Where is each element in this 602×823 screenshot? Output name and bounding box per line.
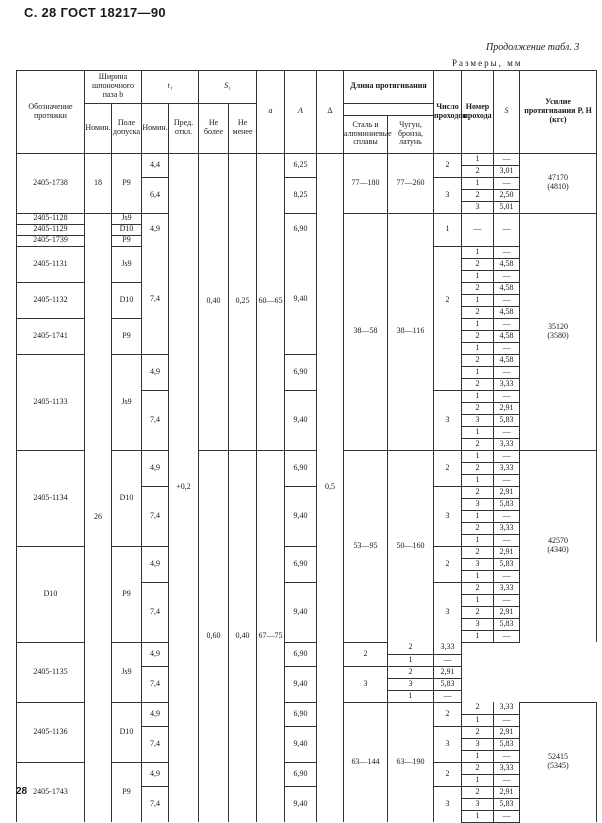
t1-nom-cell: 6,4: [142, 177, 169, 213]
pass-number-cell: 3: [462, 798, 494, 810]
S-cell: 5,83: [494, 414, 520, 426]
A-cell: 6,90: [285, 546, 317, 582]
b-nom-cell: 26: [85, 213, 112, 822]
b-nom-cell: 18: [85, 153, 112, 213]
passes-cell: 3: [434, 582, 462, 642]
designation-cell: 2405-1741: [17, 318, 85, 354]
S-cell: —: [494, 774, 520, 786]
pass-number-cell: 2: [462, 306, 494, 318]
S-cell: 5,83: [494, 738, 520, 750]
a-cell: 67—75: [257, 450, 285, 822]
dimensions-caption: Размеры, мм: [452, 58, 523, 69]
A-cell: 9,40: [285, 726, 317, 762]
A-cell: 6,25: [285, 153, 317, 177]
S-cell: 3,33: [494, 582, 520, 594]
header-s1-max: Не более: [199, 103, 229, 153]
S-cell: 5,83: [494, 618, 520, 630]
S-cell: —: [494, 366, 520, 378]
t1-nom-cell: 4,9: [142, 354, 169, 390]
pass-number-cell: 1: [462, 450, 494, 462]
pass-number-cell: 3: [388, 678, 434, 690]
passes-cell: 2: [434, 702, 462, 726]
passes-cell: 1: [434, 213, 462, 246]
designation-cell: 2405-1133: [17, 354, 85, 450]
S-cell: 4,58: [494, 258, 520, 270]
length-iron-cell: 50—160: [388, 450, 434, 642]
S-cell: —: [494, 177, 520, 189]
t1-nom-cell: 7,4: [142, 246, 169, 354]
S-cell: —: [494, 714, 520, 726]
broach-dimensions-table: [16, 57, 597, 823]
S-cell: 3,33: [494, 438, 520, 450]
t1-nom-cell: 4,4: [142, 153, 169, 177]
t1-nom-cell: 7,4: [142, 582, 169, 642]
S-cell: —: [494, 213, 520, 246]
continuation-note: Продолжение табл. 3: [486, 42, 580, 53]
S-cell: 2,91: [494, 786, 520, 798]
passes-cell: 2: [344, 642, 388, 666]
pass-number-cell: 1: [462, 270, 494, 282]
pass-number-cell: 2: [462, 354, 494, 366]
S-cell: —: [494, 630, 520, 642]
A-cell: 6,90: [285, 762, 317, 786]
designation-cell: 2405-1739: [17, 235, 85, 246]
force-cell: [520, 153, 597, 213]
S-cell: 2,91: [434, 666, 462, 678]
pass-number-cell: 1: [388, 690, 434, 702]
page-header: С. 28 ГОСТ 18217—90: [24, 5, 166, 20]
S-cell: —: [494, 153, 520, 165]
S-cell: —: [494, 426, 520, 438]
S-cell: 4,58: [494, 282, 520, 294]
pass-number-cell: 2: [462, 282, 494, 294]
force-kgf-value: (4810): [547, 182, 569, 191]
page-number: 28: [16, 786, 28, 797]
pass-number-cell: 2: [388, 642, 434, 654]
pass-number-cell: 2: [462, 258, 494, 270]
header-length-iron: Чугун, бронза, латунь: [388, 115, 434, 153]
S-cell: 4,58: [494, 330, 520, 342]
pass-number-cell: 1: [462, 534, 494, 546]
tol-cell: P9: [112, 762, 142, 822]
t1-dev-cell: +0,2: [169, 153, 199, 822]
tol-cell: Js9: [112, 246, 142, 282]
header-length-spacer: [344, 103, 434, 115]
S-cell: 5,83: [434, 678, 462, 690]
S-cell: 3,01: [494, 165, 520, 177]
A-cell: 9,40: [285, 786, 317, 822]
pass-number-cell: 2: [462, 606, 494, 618]
header-a: a: [257, 70, 285, 153]
pass-number-cell: 1: [388, 654, 434, 666]
header-designation: Обозначение протяжки: [17, 70, 85, 153]
pass-number-cell: 3: [462, 738, 494, 750]
tol-cell: D10: [112, 224, 142, 235]
passes-cell: 3: [434, 726, 462, 762]
S-cell: —: [494, 534, 520, 546]
designation-cell: 2405-1134: [17, 450, 85, 546]
s1-max-cell: 0,40: [199, 153, 229, 450]
S-cell: 2,91: [494, 486, 520, 498]
header-length: Длина протягивания: [344, 70, 434, 103]
force-value: 47170: [548, 173, 569, 183]
A-cell: 8,25: [285, 177, 317, 213]
header-b-tol: Поле допуска: [112, 103, 142, 153]
pass-number-cell: —: [462, 213, 494, 246]
tol-cell: D10: [112, 450, 142, 546]
S-cell: —: [494, 474, 520, 486]
S-cell: —: [494, 270, 520, 282]
header-length-steel: Сталь и алюминиевые сплавы: [344, 115, 388, 153]
designation-cell: 2405-1129: [17, 224, 85, 235]
length-steel-cell: 38—58: [344, 213, 388, 450]
S-cell: 3,33: [494, 702, 520, 714]
force-cell: [520, 702, 597, 822]
pass-number-cell: 2: [462, 726, 494, 738]
S-cell: —: [494, 510, 520, 522]
header-b-nom: Номин.: [85, 103, 112, 153]
designation-cell: 2405-1128: [17, 213, 85, 224]
tol-cell: Js9: [112, 354, 142, 450]
S-cell: —: [434, 690, 462, 702]
pass-number-cell: 2: [462, 330, 494, 342]
pass-number-cell: 2: [462, 546, 494, 558]
designation-cell: 2405-1132: [17, 282, 85, 318]
s1-min-cell: 0,40: [229, 450, 257, 822]
force-cell: [520, 213, 597, 450]
t1-nom-cell: 4,9: [142, 450, 169, 486]
header-keyway-width: Ширина шпоночного паза b: [85, 70, 142, 103]
force-cell: [520, 450, 597, 642]
S-cell: —: [494, 342, 520, 354]
length-steel-cell: 63—144: [344, 702, 388, 822]
force-kgf-value: (4340): [547, 545, 569, 555]
length-iron-cell: 77—260: [388, 153, 434, 213]
t1-nom-cell: 4,9: [142, 213, 169, 246]
force-kgf-value: (5345): [547, 761, 569, 771]
header-A: A: [285, 70, 317, 153]
delta-cell: 0,5: [317, 153, 344, 822]
t1-nom-cell: 7,4: [142, 786, 169, 822]
A-cell: 9,40: [285, 582, 317, 642]
pass-number-cell: 1: [462, 810, 494, 822]
header-force: Усилие протягивания P, H (кгс): [520, 70, 597, 153]
S-cell: 4,58: [494, 354, 520, 366]
S-cell: —: [494, 390, 520, 402]
header-t1: t₁: [142, 70, 199, 103]
header-t1-dev: Пред. откл.: [169, 103, 199, 153]
S-cell: 2,50: [494, 189, 520, 201]
pass-number-cell: 1: [462, 594, 494, 606]
S-cell: 3,33: [494, 462, 520, 474]
designation-cell: 2405-1131: [17, 246, 85, 282]
pass-number-cell: 1: [462, 342, 494, 354]
A-cell: 6,90: [285, 354, 317, 390]
passes-cell: 3: [434, 786, 462, 822]
header-S: S: [494, 70, 520, 153]
passes-cell: 2: [434, 450, 462, 486]
designation-cell: 2405-1743: [17, 762, 85, 822]
pass-number-cell: 1: [462, 246, 494, 258]
length-steel-cell: 77—180: [344, 153, 388, 213]
pass-number-cell: 2: [462, 462, 494, 474]
A-cell: 9,40: [285, 486, 317, 546]
pass-number-cell: 3: [462, 414, 494, 426]
S-cell: 2,91: [494, 546, 520, 558]
tol-cell: P9: [112, 153, 142, 213]
pass-number-cell: 1: [462, 390, 494, 402]
t1-nom-cell: 7,4: [142, 486, 169, 546]
header-s1: S₁: [199, 70, 257, 103]
pass-number-cell: 1: [462, 153, 494, 165]
S-cell: 3,33: [494, 378, 520, 390]
header-t1-nom: Номин.: [142, 103, 169, 153]
A-cell: 6,90: [285, 450, 317, 486]
passes-cell: 3: [344, 666, 388, 702]
pass-number-cell: 2: [462, 165, 494, 177]
S-cell: —: [494, 594, 520, 606]
S-cell: 3,33: [494, 762, 520, 774]
pass-number-cell: 1: [462, 294, 494, 306]
pass-number-cell: 3: [462, 201, 494, 213]
S-cell: —: [494, 570, 520, 582]
passes-cell: 3: [434, 177, 462, 213]
S-cell: —: [434, 654, 462, 666]
pass-number-cell: 2: [462, 522, 494, 534]
S-cell: 5,83: [494, 798, 520, 810]
A-cell: 9,40: [285, 246, 317, 354]
t1-nom-cell: 7,4: [142, 666, 169, 702]
pass-number-cell: 2: [462, 438, 494, 450]
passes-cell: [434, 354, 462, 390]
header-pass-number: Номер прохода: [462, 70, 494, 153]
S-cell: —: [494, 450, 520, 462]
pass-number-cell: 1: [462, 426, 494, 438]
designation-cell: D10: [17, 546, 85, 642]
tol-cell: Js9: [112, 642, 142, 702]
A-cell: 9,40: [285, 666, 317, 702]
pass-number-cell: 2: [462, 402, 494, 414]
pass-number-cell: 3: [462, 558, 494, 570]
pass-number-cell: 1: [462, 750, 494, 762]
force-kgf-value: (3580): [547, 330, 569, 340]
pass-number-cell: 3: [462, 618, 494, 630]
pass-number-cell: 3: [462, 498, 494, 510]
pass-number-cell: 2: [462, 762, 494, 774]
t1-nom-cell: 4,9: [142, 642, 169, 666]
S-cell: 4,58: [494, 306, 520, 318]
pass-number-cell: 1: [462, 630, 494, 642]
designation-cell: 2405-1738: [17, 153, 85, 213]
A-cell: 6,90: [285, 702, 317, 726]
passes-cell: 2: [434, 153, 462, 177]
length-steel-cell: 53—95: [344, 450, 388, 642]
pass-number-cell: 1: [462, 177, 494, 189]
S-cell: 5,83: [494, 558, 520, 570]
S-cell: —: [494, 318, 520, 330]
designation-cell: 2405-1135: [17, 642, 85, 702]
designation-cell: 2405-1136: [17, 702, 85, 762]
pass-number-cell: 1: [462, 774, 494, 786]
tol-cell: D10: [112, 282, 142, 318]
S-cell: —: [494, 294, 520, 306]
header-passes: Число проходов: [434, 70, 462, 153]
pass-number-cell: 2: [462, 786, 494, 798]
tol-cell: P9: [112, 546, 142, 642]
force-value: 35120: [548, 321, 569, 331]
tol-cell: P9: [112, 318, 142, 354]
t1-nom-cell: 7,4: [142, 726, 169, 762]
A-cell: 6,90: [285, 642, 317, 666]
pass-number-cell: 1: [462, 510, 494, 522]
s1-min-cell: 0,25: [229, 153, 257, 450]
pass-number-cell: 2: [462, 189, 494, 201]
pass-number-cell: 2: [462, 486, 494, 498]
header-s1-min: Не менее: [229, 103, 257, 153]
pass-number-cell: 2: [388, 666, 434, 678]
pass-number-cell: 1: [462, 474, 494, 486]
passes-cell: 3: [434, 486, 462, 546]
pass-number-cell: 1: [462, 318, 494, 330]
s1-max-cell: 0,60: [199, 450, 229, 822]
S-cell: 2,91: [494, 606, 520, 618]
pass-number-cell: 2: [462, 378, 494, 390]
pass-number-cell: 2: [462, 702, 494, 714]
S-cell: 3,33: [494, 522, 520, 534]
force-value: 52415: [548, 752, 569, 762]
tol-cell: P9: [112, 235, 142, 246]
S-cell: —: [494, 246, 520, 258]
S-cell: 3,33: [434, 642, 462, 654]
S-cell: 5,01: [494, 201, 520, 213]
header-delta: Δ: [317, 70, 344, 153]
passes-cell: 2: [434, 762, 462, 786]
t1-nom-cell: 7,4: [142, 390, 169, 450]
S-cell: —: [494, 750, 520, 762]
pass-number-cell: 1: [462, 570, 494, 582]
t1-nom-cell: 4,9: [142, 702, 169, 726]
t1-nom-cell: 4,9: [142, 762, 169, 786]
pass-number-cell: 1: [462, 714, 494, 726]
passes-cell: 2: [434, 546, 462, 582]
S-cell: 2,91: [494, 402, 520, 414]
A-cell: 6,90: [285, 213, 317, 246]
A-cell: 9,40: [285, 390, 317, 450]
a-cell: 60—65: [257, 153, 285, 450]
length-iron-cell: 63—190: [388, 702, 434, 822]
force-value: 42570: [548, 536, 569, 546]
passes-cell: 2: [434, 246, 462, 354]
S-cell: —: [494, 810, 520, 822]
S-cell: 2,91: [494, 726, 520, 738]
pass-number-cell: 2: [462, 582, 494, 594]
S-cell: 5,83: [494, 498, 520, 510]
tol-cell: Js9: [112, 213, 142, 224]
t1-nom-cell: 4,9: [142, 546, 169, 582]
pass-number-cell: 1: [462, 366, 494, 378]
length-iron-cell: 38—116: [388, 213, 434, 450]
tol-cell: D10: [112, 702, 142, 762]
passes-cell: 3: [434, 390, 462, 450]
